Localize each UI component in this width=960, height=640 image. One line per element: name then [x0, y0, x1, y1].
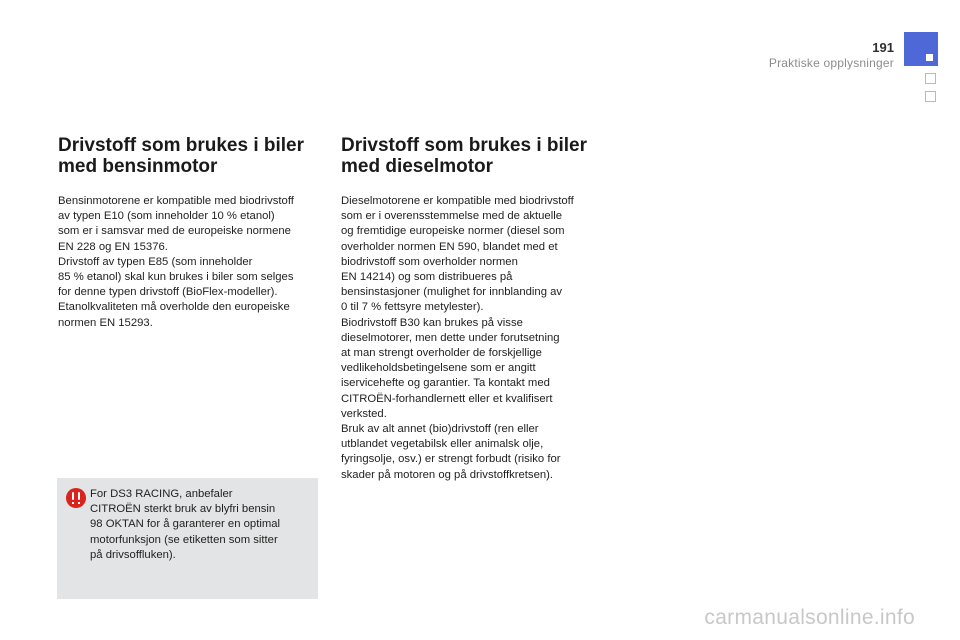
text-line: verksted. [341, 407, 387, 420]
text-line: 0 til 7 % fettsyre metylester). [341, 301, 484, 314]
text-line: normen EN 15293. [58, 316, 153, 329]
text-line: Bruk av alt annet (bio)drivstoff (ren eller [341, 423, 539, 436]
text-line: Drivstoff av typen E85 (som inneholder [58, 255, 253, 268]
text-line: av typen E10 (som inneholder 10 % etanol) [58, 210, 275, 223]
text-line: utblandet vegetabilsk eller animalsk olje, [341, 438, 544, 451]
text-line: overholder normen EN 590, blandet med et [341, 240, 558, 253]
text-line: Bensinmotorene er kompatible med biodrivstoff [58, 195, 294, 207]
watermark: carmanualsonline.info [704, 606, 915, 629]
text-line: CITROËN sterkt bruk av blyfri bensin [90, 503, 276, 516]
text-line: bensinstasjoner (mulighet for innblanding av [341, 286, 563, 299]
text-line: som er i samsvar med de europeiske normene [58, 225, 291, 238]
diesel-body [341, 194, 611, 483]
petrol-body [58, 194, 328, 331]
page-number: 191 [872, 40, 894, 55]
text-line: som er i overensstemmelse med de aktuelle [341, 210, 563, 223]
text-line: Dieselmotorene er kompatible med biodrivstoff [341, 195, 574, 207]
text-line: skader på motoren og på drivstoffkretsen). [341, 468, 554, 481]
diesel-heading: Drivstoff som brukes i biler med dieselmotor [341, 135, 588, 177]
text-line: Etanolkvaliteten må overholde den europeiske [58, 301, 290, 314]
text-line: og fremtidige europeiske normer (diesel som [341, 225, 565, 238]
chapter-tab-box[interactable] [925, 73, 936, 84]
chapter-tab-active[interactable] [904, 32, 938, 66]
text-line: for denne typen drivstoff (BioFlex-modeller). [58, 286, 278, 299]
text-line: biodrivstoff som overholder normen [341, 255, 518, 268]
text-line: at man strengt overholder de forskjellige [341, 347, 542, 360]
warning-icon [66, 488, 86, 508]
text-line: CITROËN-forhandlernett eller et kvalifisert [341, 392, 553, 405]
text-line: iservicehefte og garantier. Ta kontakt med [341, 377, 550, 390]
warning-note [57, 478, 318, 599]
text-line: EN 228 og EN 15376. [58, 240, 168, 253]
text-line: 85 % etanol) skal kun brukes i biler som selges [58, 271, 294, 284]
text-line: fyringsolje, osv.) er strengt forbudt (risiko for [341, 453, 561, 466]
section-title: Praktiske opplysninger [768, 56, 894, 70]
text-line: 98 OKTAN for å garanterer en optimal [90, 518, 281, 531]
text-line: dieselmotorer, men dette under forutsetning [341, 331, 560, 344]
petrol-section [58, 135, 328, 331]
text-line: EN 14214) og som distribueres på [341, 271, 513, 284]
text-line: For DS3 RACING, anbefaler [90, 488, 233, 500]
text-line: Biodrivstoff B30 kan brukes på visse [341, 316, 523, 329]
chapter-tab-box[interactable] [925, 91, 936, 102]
text-line: på drivsoffluken). [90, 548, 176, 561]
petrol-heading: Drivstoff som brukes i biler med bensinmotor [58, 135, 305, 177]
warning-note-text [90, 487, 312, 563]
tab-marker-icon [926, 54, 933, 61]
text-line: vedlikeholdsbetingelsene som er angitt [341, 362, 536, 375]
diesel-section [341, 135, 611, 483]
text-line: motorfunksjon (se etiketten som sitter [90, 533, 278, 546]
